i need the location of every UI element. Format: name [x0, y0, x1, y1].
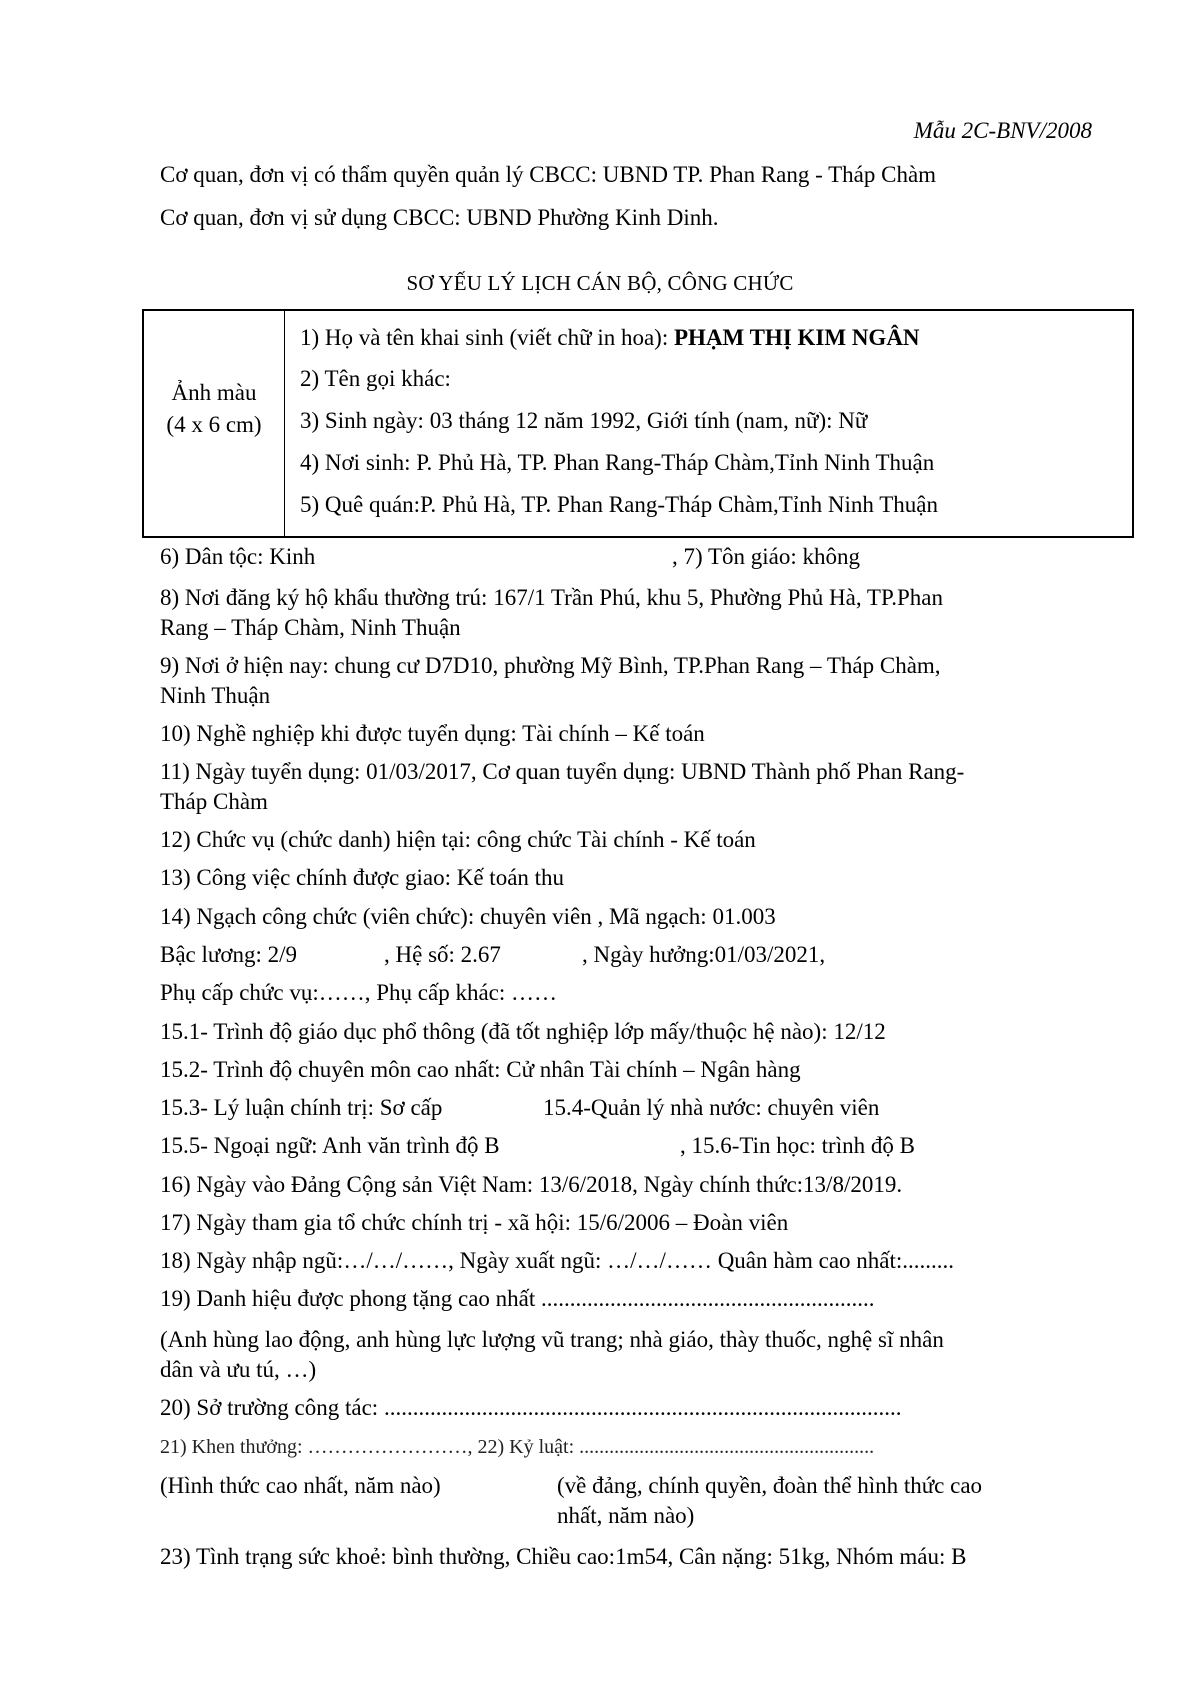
salary-row — [160, 940, 826, 970]
managing-agency: Cơ quan, đơn vị có thẩm quyền quản lý CBCC: UBND TP. Phan Rang - Tháp Chàm — [160, 162, 937, 187]
photo-label-line2: (4 x 6 cm) — [166, 412, 262, 437]
form-code: Mẫu 2C-BNV/2008 — [913, 118, 1092, 143]
current-address-line1: 9) Nơi ở hiện nay: chung cư D7D10, phường Mỹ Bình, TP.Phan Rang – Tháp Chàm, — [160, 653, 941, 678]
full-name-value: PHẠM THỊ KIM NGÂN — [674, 325, 920, 350]
military-service: 18) Ngày nhập ngũ:…/…/……, Ngày xuất ngũ: …/…/…… Quân hàm cao nhất:......... — [160, 1248, 955, 1273]
salary-level: Bậc lương: 2/9 — [160, 942, 298, 967]
permanent-address-line2: Rang – Tháp Chàm, Ninh Thuận — [160, 615, 461, 640]
current-position: 12) Chức vụ (chức danh) hiện tại: công chức Tài chính - Kế toán — [160, 827, 756, 852]
full-name-label: 1) Họ và tên khai sinh (viết chữ in hoa): — [300, 325, 674, 350]
discipline-note-line1: (về đảng, chính quyền, đoàn thể hình thức cao — [557, 1473, 983, 1498]
general-education: 15.1- Trình độ giáo dục phổ thông (đã tốt nghiệp lớp mấy/thuộc hệ nào): 12/12 — [160, 1019, 886, 1044]
personal-info-box — [142, 309, 1134, 538]
title-note-line2: dân và ưu tú, …) — [160, 1357, 317, 1382]
it-level: , 15.6-Tin học: trình độ B — [680, 1133, 915, 1158]
political-theory: 15.3- Lý luận chính trị: Sơ cấp — [160, 1095, 443, 1120]
occupation: 10) Nghề nghiệp khi được tuyển dụng: Tài chính – Kế toán — [160, 721, 705, 746]
ethnicity: 6) Dân tộc: Kinh — [160, 544, 316, 569]
foreign-language: 15.5- Ngoại ngữ: Anh văn trình độ B — [160, 1133, 500, 1158]
hometown: 5) Quê quán:P. Phủ Hà, TP. Phan Rang-Tháp Chàm,Tỉnh Ninh Thuận — [300, 492, 938, 517]
discipline-note-line2: nhất, năm nào) — [557, 1503, 695, 1528]
document-title: SƠ YẾU LÝ LỊCH CÁN BỘ, CÔNG CHỨC — [406, 271, 794, 295]
socio-political-org: 17) Ngày tham gia tổ chức chính trị - xã hội: 15/6/2006 – Đoàn viên — [160, 1210, 789, 1235]
permanent-address-line1: 8) Nơi đăng ký hộ khẩu thường trú: 167/1 Trần Phú, khu 5, Phường Phủ Hà, TP.Phan — [160, 585, 943, 610]
recruitment-line2: Tháp Chàm — [160, 789, 268, 814]
other-name: 2) Tên gọi khác: — [300, 366, 451, 391]
salary-effective-date: , Ngày hưởng:01/03/2021, — [582, 942, 826, 967]
title-note-line1: (Anh hùng lao động, anh hùng lực lượng vũ trang; nhà giáo, thày thuốc, nghệ sĩ nhân — [160, 1327, 944, 1352]
current-address-line2: Ninh Thuận — [160, 683, 271, 708]
party-membership: 16) Ngày vào Đảng Cộng sản Việt Nam: 13/6/2018, Ngày chính thức:13/8/2019. — [160, 1172, 903, 1197]
highest-title: 19) Danh hiệu được phong tặng cao nhất .......................................................... — [160, 1286, 875, 1311]
language-row — [160, 1131, 915, 1161]
photo-label — [144, 377, 284, 441]
reward-discipline: 21) Khen thưởng: ……………………, 22) Kỷ luật: ........................................................... — [160, 1436, 875, 1458]
religion: , 7) Tôn giáo: không — [672, 544, 861, 569]
politics-row — [160, 1093, 880, 1123]
allowance: Phụ cấp chức vụ:……, Phụ cấp khác: …… — [160, 980, 557, 1005]
recruitment-line1: 11) Ngày tuyển dụng: 01/03/2017, Cơ quan tuyển dụng: UBND Thành phố Phan Rang- — [160, 759, 965, 784]
full-name-row — [300, 323, 920, 353]
professional-education: 15.2- Trình độ chuyên môn cao nhất: Cử nhân Tài chính – Ngân hàng — [160, 1057, 801, 1082]
civil-service-rank: 14) Ngạch công chức (viên chức): chuyên viên , Mã ngạch: 01.003 — [160, 904, 776, 929]
birth-info: 3) Sinh ngày: 03 tháng 12 năm 1992, Giới tính (nam, nữ): Nữ — [300, 408, 868, 433]
salary-coefficient: , Hệ số: 2.67 — [384, 942, 501, 967]
state-management: 15.4-Quản lý nhà nước: chuyên viên — [543, 1095, 880, 1120]
ethnicity-row — [160, 542, 861, 572]
using-agency: Cơ quan, đơn vị sử dụng CBCC: UBND Phường Kinh Dinh. — [160, 205, 719, 230]
photo-placeholder — [144, 311, 285, 536]
main-work: 13) Công việc chính được giao: Kế toán thu — [160, 865, 565, 890]
health-status: 23) Tình trạng sức khoẻ: bình thường, Chiều cao:1m54, Cân nặng: 51kg, Nhóm máu: B — [160, 1544, 967, 1569]
photo-label-line1: Ảnh màu — [171, 380, 257, 405]
work-strength: 20) Sở trường công tác: .......................................................................................... — [160, 1395, 902, 1420]
reward-note: (Hình thức cao nhất, năm nào) — [160, 1473, 441, 1498]
birthplace: 4) Nơi sinh: P. Phủ Hà, TP. Phan Rang-Tháp Chàm,Tỉnh Ninh Thuận — [300, 450, 935, 475]
